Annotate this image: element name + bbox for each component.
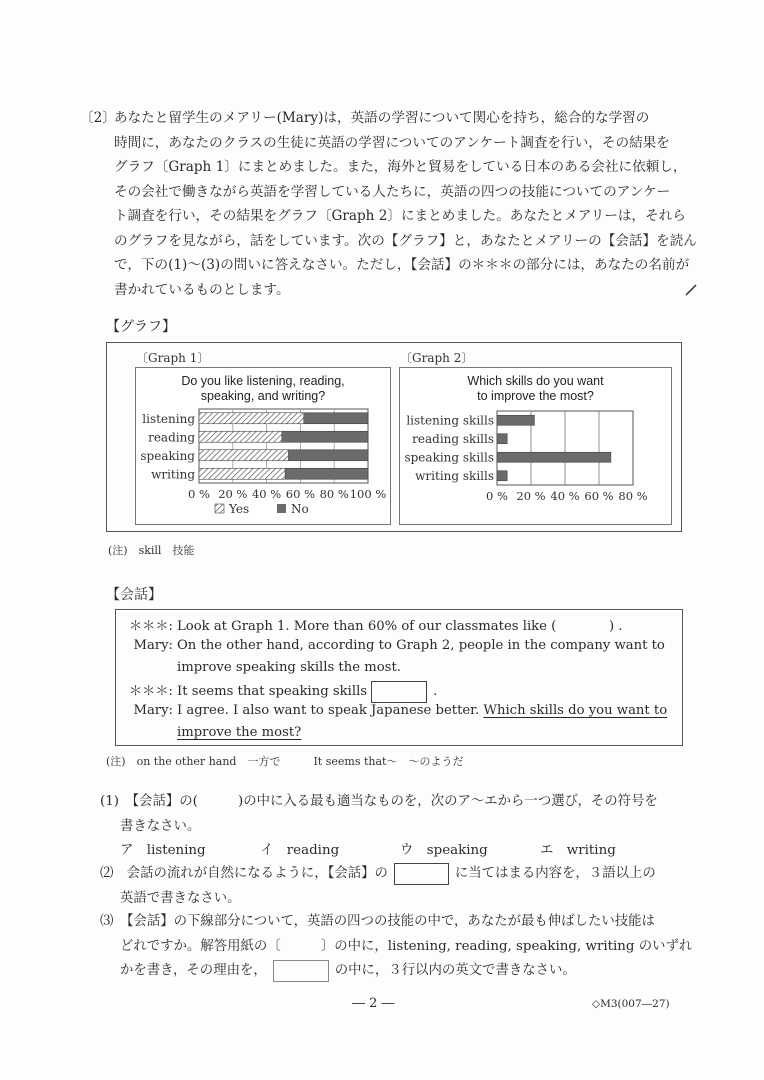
intro-paragraph bbox=[80, 106, 700, 302]
answer-blank-box bbox=[394, 863, 449, 885]
legend-yes-swatch bbox=[215, 504, 224, 513]
option-b bbox=[260, 839, 339, 864]
intro-line: あなたと留学生のメアリー(Mary)は，英語の学習について関心を持ち，総合的な学習の bbox=[114, 110, 650, 126]
period: . bbox=[433, 684, 438, 699]
question-3-text: かを書き，その理由を， bbox=[120, 963, 267, 978]
graph1-bar-yes bbox=[199, 468, 285, 479]
graph1-x-tick-label: 40 % bbox=[251, 487, 282, 501]
option-mark: ア bbox=[120, 843, 134, 858]
graph1-label: 〔Graph 1〕 bbox=[136, 351, 210, 365]
option-a bbox=[120, 839, 206, 864]
legend-no-swatch bbox=[277, 504, 286, 513]
graph2-title bbox=[399, 374, 672, 404]
graph1-category-label: listening bbox=[142, 411, 195, 426]
option-mark: エ bbox=[540, 843, 554, 858]
graph2-label: 〔Graph 2〕 bbox=[400, 351, 474, 365]
graph2-category-label: speaking skills bbox=[404, 450, 494, 465]
graph1-title bbox=[135, 374, 391, 404]
question-2 bbox=[100, 862, 656, 911]
question-1-line: 書きなさい。 bbox=[120, 818, 201, 834]
conversation-box bbox=[115, 609, 683, 746]
graph-section-title: 【グラフ】 bbox=[106, 319, 176, 335]
conversation-line bbox=[116, 725, 301, 740]
graph1-title-line: Do you like listening, reading, bbox=[181, 374, 345, 388]
option-text: reading bbox=[286, 843, 340, 858]
intro-line: のグラフを見ながら，話をしています。次の【グラフ】と，あなたとメアリーの【会話】を読ん bbox=[114, 232, 697, 249]
graph2-title-line: Which skills do you want bbox=[467, 374, 604, 388]
graph2-x-tick-label: 0 % bbox=[486, 489, 508, 503]
conversation-line bbox=[116, 638, 665, 653]
question-2-line: 英語で書きなさい。 bbox=[120, 890, 241, 906]
option-c bbox=[400, 839, 488, 864]
graph2-bar bbox=[497, 471, 507, 481]
speaker: Mary: bbox=[133, 703, 173, 718]
underlined-question: Which skills do you want to bbox=[483, 703, 668, 718]
question-1 bbox=[100, 790, 658, 863]
question-1-line: (1) 【会話】の( )の中に入る最も適当なものを，次のア～エから一つ選び，その符号を bbox=[100, 794, 658, 809]
question-2-text: ⑵ 会話の流れが自然になるように，【会話】の bbox=[100, 866, 388, 881]
graph1-x-tick-label: 60 % bbox=[285, 487, 316, 501]
conversation-line bbox=[116, 680, 437, 703]
graph1-bar-yes bbox=[199, 413, 304, 424]
graph1-bar-no bbox=[282, 431, 368, 442]
graph2-bar bbox=[497, 415, 534, 425]
legend-no-label: No bbox=[291, 502, 309, 516]
graph1-title-line: speaking, and writing? bbox=[200, 389, 326, 403]
graph2-category-label: writing skills bbox=[415, 468, 494, 483]
graph1-bar-no bbox=[304, 413, 368, 424]
legend-yes-label: Yes bbox=[229, 502, 250, 516]
question-2-text: に当てはまる内容を，３語以上の bbox=[454, 866, 656, 881]
conversation-line bbox=[116, 703, 667, 718]
utterance: improve speaking skills the most. bbox=[177, 660, 401, 675]
graph1-bar-no bbox=[285, 468, 368, 479]
utterance: I agree. I also want to speak Japanese better. bbox=[177, 703, 484, 718]
question-3-line: ⑶ 【会話】の下線部分について，英語の四つの技能の中で，あなたが最も伸ばしたい技能は bbox=[100, 914, 655, 929]
graph1-bar-yes bbox=[199, 450, 289, 461]
option-mark: イ bbox=[260, 843, 274, 858]
conversation-line bbox=[116, 615, 623, 634]
utterance: Look at Graph 1. More than 60% of our classmates like ( ) . bbox=[177, 619, 623, 634]
speaker: ＊＊＊: bbox=[128, 619, 173, 634]
intro-line: その会社で働きながら英語を学習している人たちに，英語の四つの技能についてのアンケー bbox=[114, 183, 671, 200]
answer-blank-box bbox=[371, 681, 427, 703]
graph1-category-label: speaking bbox=[140, 448, 195, 463]
graph2-x-tick-label: 60 % bbox=[584, 489, 614, 503]
graph2-x-tick-label: 40 % bbox=[550, 489, 580, 503]
intro-line: グラフ〔Graph 1〕にまとめました。また，海外と貿易をしている日本のある会社に依頼し， bbox=[114, 159, 687, 175]
problem-number: 〔2〕 bbox=[80, 110, 116, 126]
graph2-bar bbox=[497, 434, 507, 444]
graph2-category-label: reading skills bbox=[412, 431, 494, 446]
graph1-bar-yes bbox=[199, 431, 282, 442]
graph1-bar-no bbox=[289, 450, 368, 461]
graph2-chart bbox=[399, 405, 672, 515]
graph1-x-tick-label: 100 % bbox=[349, 487, 387, 501]
graph-note: (注) skill 技能 bbox=[108, 544, 195, 557]
speaker: Mary: bbox=[133, 638, 173, 653]
question-1-options bbox=[100, 839, 658, 863]
question-3 bbox=[100, 910, 692, 984]
option-text: speaking bbox=[426, 843, 488, 858]
graph1-x-tick-label: 0 % bbox=[188, 487, 210, 501]
option-mark: ウ bbox=[400, 843, 414, 858]
intro-line: で，下の(1)～(3)の問いに答えなさい。ただし，【会話】の＊＊＊の部分には，あなたの名前が bbox=[114, 257, 690, 273]
graph2-category-label: listening skills bbox=[406, 413, 494, 428]
pencil-mark-icon bbox=[684, 283, 698, 297]
option-text: writing bbox=[566, 843, 616, 858]
answer-blank-box bbox=[273, 960, 329, 982]
option-d bbox=[540, 839, 616, 864]
graph1-chart bbox=[135, 405, 391, 523]
graph2-x-tick-label: 20 % bbox=[516, 489, 546, 503]
underlined-question: improve the most? bbox=[177, 725, 302, 740]
graph2-title-line: to improve the most? bbox=[477, 389, 594, 403]
intro-line: ト調査を行い，その結果をグラフ〔Graph 2〕にまとめました。あなたとメアリーは，それら bbox=[114, 208, 686, 224]
graph1-category-label: reading bbox=[148, 430, 195, 445]
graph2-bar bbox=[497, 452, 611, 462]
conversation-note: (注) on the other hand 一方で It seems that～ ～のようだ bbox=[106, 755, 464, 768]
speaker: ＊＊＊: bbox=[128, 684, 173, 699]
graph1-x-tick-label: 80 % bbox=[319, 487, 349, 501]
intro-line: 時間に，あなたのクラスの生徒に英語の学習についてのアンケート調査を行い，その結果を bbox=[114, 134, 670, 151]
graph1-category-label: writing bbox=[151, 467, 195, 482]
question-3-line: どれですか。解答用紙の〔 〕の中に，listening, reading, speaking, writing のいずれ bbox=[120, 938, 693, 954]
conversation-title: 【会話】 bbox=[106, 587, 162, 603]
utterance: On the other hand, according to Graph 2, people in the company want to bbox=[177, 638, 665, 653]
question-3-text: の中に，３行以内の英文で書きなさい。 bbox=[334, 963, 576, 978]
intro-line: 書かれているものとします。 bbox=[114, 281, 290, 298]
conversation-line bbox=[116, 660, 401, 675]
option-text: listening bbox=[146, 843, 206, 858]
graph2-x-tick-label: 80 % bbox=[618, 489, 648, 503]
graph1-x-tick-label: 20 % bbox=[218, 487, 248, 501]
exam-code: ◇M3(007―27) bbox=[592, 998, 670, 1010]
utterance: It seems that speaking skills bbox=[177, 684, 368, 699]
page-number: ― 2 ― bbox=[352, 996, 395, 1011]
